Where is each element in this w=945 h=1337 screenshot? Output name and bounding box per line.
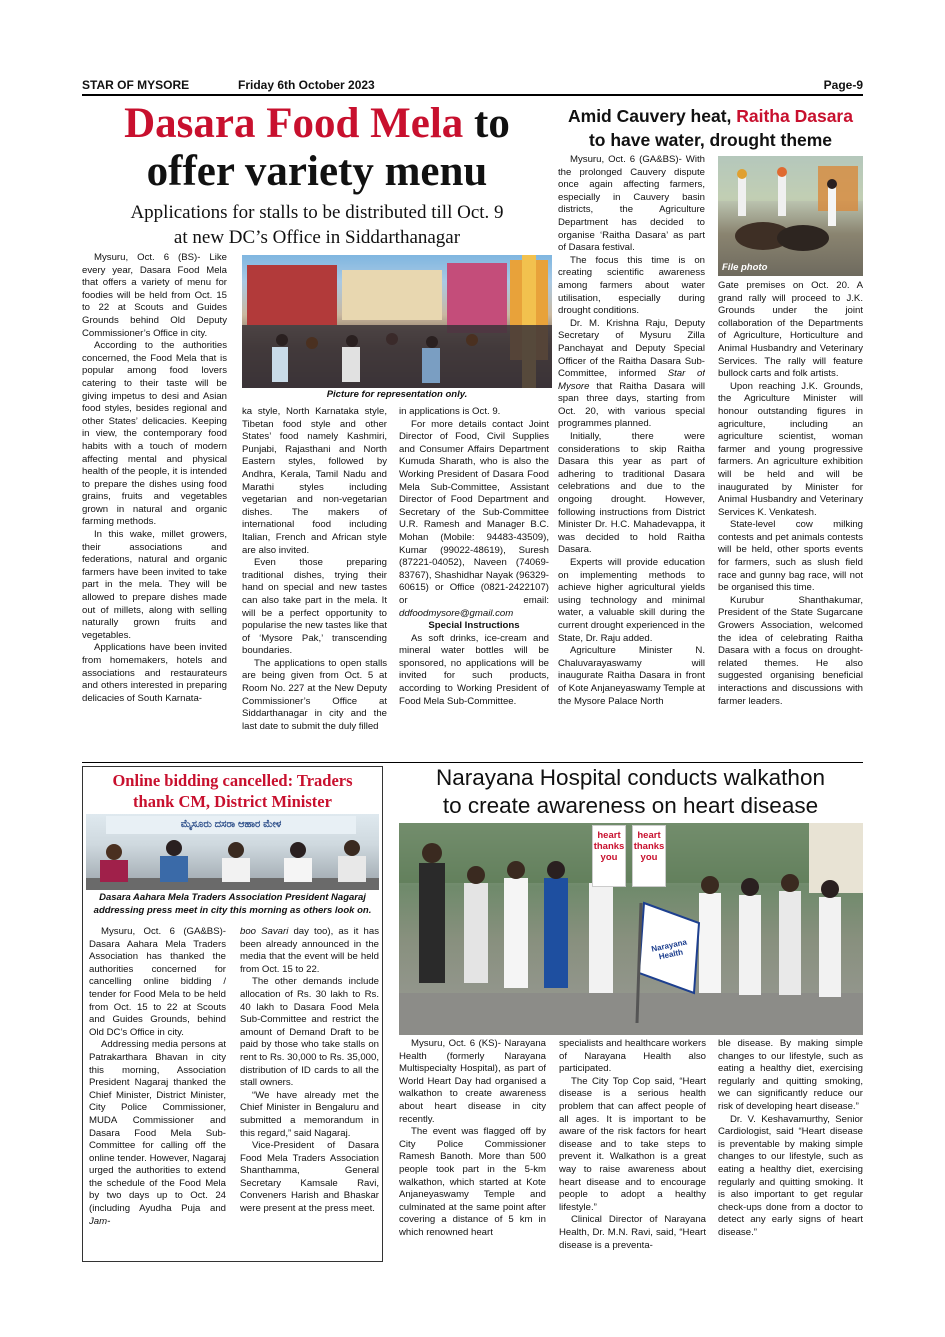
text-part: that Raitha Dasara will span three days, starting from Oct. 20, with various special programmes planned. <box>558 380 705 430</box>
paragraph: specialists and healthcare workers of Narayana Health also participated. <box>559 1038 706 1075</box>
paragraph: As soft drinks, ice-cream and mineral water bottles will be sponsored, no applications will be invited for such products, according to Working President of Food Mela Sub-Committee. <box>399 632 549 707</box>
food-mela-photo-caption: Picture for representation only. <box>326 389 468 400</box>
bullock-cart-icon <box>718 156 863 276</box>
paragraph: State-level cow milking contests and pet animals contests will be held, other sports events for farmers, such as slush field race and gunny bag race, will not be organised this time. <box>718 519 863 594</box>
paragraph: Vice-President of Dasara Food Mela Traders Association Shanthamma, General Secretary Kamsale Ravi, Conveners Harish and Bhaskar were present at the press meet. <box>240 1140 379 1215</box>
press-people-icon <box>86 834 379 890</box>
raitha-col2 <box>718 280 863 762</box>
paragraph: Mysuru, Oct. 6 (BS)- Like every year, Dasara Food Mela that offers a variety of menu for foodies will be held from Oct. 15 to 22 at Scouts and Guides Grounds behind Old Deputy Commissioner’s Office in city. <box>82 252 227 339</box>
masthead: STAR OF MYSORE <box>82 78 190 92</box>
raitha-file-photo <box>718 156 863 276</box>
subhead-line1: Applications for stalls to be distributed till Oct. 9 <box>130 202 504 223</box>
narayana-col1 <box>399 1038 546 1262</box>
section-divider <box>82 762 863 763</box>
food-mela-col2 <box>242 406 387 762</box>
headline-food-mela <box>82 100 552 196</box>
paragraph: “We have already met the Chief Minister in Bengaluru and submitted a memorandum in this regard,” said Nagaraj. <box>240 1089 379 1139</box>
paragraph: Agriculture Minister N. Chaluvarayaswamy will inaugurate Raitha Dasara in front of Kote Anjaneyaswamy Temple at the Mysore Palace North <box>558 645 705 707</box>
paragraph <box>240 926 379 976</box>
paragraph: Even those preparing traditional dishes, trying their hand on special and new tastes can also take part in the mela. It will be a perfect opportunity to popularise the new tastes like that of ‘Mysore Pak,’ transcending boundaries. <box>242 557 387 657</box>
text-part: day too), as it has been already announced in the media that the event will be held from Oct. 15 to 22. <box>240 926 379 975</box>
press-meet-photo <box>86 814 379 890</box>
subhead-line2: at new DC’s Office in Siddarthanagar <box>173 227 461 248</box>
paragraph <box>89 1039 226 1228</box>
text-part-italic: Jam- <box>89 1215 111 1227</box>
text-part-italic: boo Savari <box>240 926 289 937</box>
headline-line1: Narayana Hospital conducts walkathon <box>436 765 825 790</box>
paragraph: Experts will provide education on implementing methods to achieve higher agricultural yields using technology and minimal water, a valuable skill during the current drought experienced in the State, Dr. Raju added. <box>558 557 705 644</box>
paragraph <box>399 419 549 621</box>
paragraph: Applications have been invited from homemakers, hotels and associations and restaurateurs and others interested in preparing delicacies of South Karnata- <box>82 642 227 704</box>
issue-date: Friday 6th October 2023 <box>238 78 375 92</box>
paragraph: The focus this time is on creating scientific awareness among farmers about water utilisation, especially during drought conditions. <box>558 254 705 317</box>
headline-narayana <box>398 764 863 820</box>
bidding-col1 <box>89 926 226 1258</box>
paragraph: The event was flagged off by City Police Commissioner Ramesh Banoth. More than 500 people took part in the 5-km walkathon, which started at Kote Anjaneyaswamy Temple and culminated at the same point after covering a distance of 5 km in which renowned heart <box>399 1126 546 1238</box>
headline-raitha-dasara <box>558 104 863 152</box>
heart-thanks-sign-1: heart thanks you <box>592 825 626 887</box>
narayana-col2 <box>559 1038 706 1262</box>
paragraph: In this wake, millet growers, their associations and federations, natural and organic farmers have been invited to take part in the mela. They will be allowed to prepare dishes made out of millets, along with selling naturally grown fruits and vegetables. <box>82 529 227 641</box>
subhead-food-mela <box>82 200 552 250</box>
headline-part-line2: offer variety menu <box>146 148 488 195</box>
paragraph: The City Top Cop said, “Heart disease is a serious health problem that can affect people of all ages. It is important to be aware of the risk factors for heart disease and to take steps to prevent it. Walkathon is a great way to raise awareness about heart disease and to encourage people to adopt a healthy lifestyle.” <box>559 1075 706 1213</box>
paragraph: Upon reaching J.K. Grounds, the Agriculture Minister will honour outstanding figures in agriculture, including an agriculture scientist, woman farmer and young progressive farmers. An agriculture exhibition will be held and will be inaugurated by Minister for Animal Husbandry and Veterinary Services K. Venkatesh. <box>718 380 863 518</box>
headline-red-part: Raitha Dasara <box>736 106 853 126</box>
headline-line2: thank CM, District Minister <box>133 792 332 811</box>
headline-red-part: Dasara Food Mela <box>124 100 464 147</box>
narayana-flag-text: Narayana Health <box>650 937 688 962</box>
paragraph: The other demands include allocation of Rs. 30 lakh to Rs. 40 lakh to Dasara Food Mela Sub-Committee and restrict the amount of Demand Draft to be paid by those who take stalls on rent to Rs. 30,000 to Rs. 35,000, distribution of ID cards to all the stall owners. <box>240 976 379 1089</box>
contact-text: For more details contact Joint Director of Food, Civil Supplies and Consumer Affairs Department Kumuda Sharath, who is also the Working President of Dasara Food Mela Sub-Committee, Assistant Director of Food Department and Secretary of the Sub-Committee U.R. Ramesh and Manager B.C. Mohan (Mobile: 94483-43509), Kumar (99022-48619), Suresh (87221-04052), Naveen (74069-83767), Shashidhar Nayak (96329-60615) or Office (0821-2422107) or email: <box>399 418 549 606</box>
headline-black-part: Amid Cauvery heat, <box>568 106 737 126</box>
file-photo-label: File photo <box>722 262 768 273</box>
kannada-banner: ಮೈಸೂರು ದಸರಾ ಆಹಾರ ಮೇಳ <box>106 816 356 834</box>
paragraph: Initially, there were considerations to skip Raitha Dasara this year as part of adhering to traditional Dasara celebrations and due to the ongoing drought. However, following instructions from District Minister Dr. H.C. Mahadevappa, it was decided to hold Raitha Dasara. <box>558 431 705 556</box>
paragraph: Kurubur Shanthakumar, President of the State Sugarcane Growers Association, welcomed the idea of celebrating Raitha Dasara with a focus on drought-related themes. He also suggested organising beneficial interactions and discussions with farmer leaders. <box>718 594 863 707</box>
bidding-col2 <box>240 926 379 1258</box>
subhead-special-instructions: Special Instructions <box>428 620 520 632</box>
paragraph: Clinical Director of Narayana Health, Dr. M.N. Ravi, said, “Heart disease is a preventa- <box>559 1214 706 1251</box>
press-meet-caption: Dasara Aahara Mela Traders Association President Nagaraj addressing press meet in city this morning as others look on. <box>93 892 372 916</box>
heart-thanks-sign-2: heart thanks you <box>632 825 666 887</box>
walkathon-photo <box>399 823 863 1035</box>
headline-part-to: to <box>463 100 510 147</box>
paragraph: ka style, North Karnataka style, Tibetan food style and other States’ food namely Kashmiri, Punjabi, Rajasthani and North Eastern styles, followed by Andhra, Kerala, Tamil Nadu and Marathi styles including vegetarian and non-vegetarian dishes. The makers of international food including Italian, French and African style are also invited. <box>242 406 387 556</box>
food-mela-col3 <box>399 406 549 762</box>
paragraph: Mysuru, Oct. 6 (KS)- Narayana Health (formerly Narayana Multispecialty Hospital), as part of World Heart Day had organised a walkathon to create awareness about heart disease in city recently. <box>399 1038 546 1125</box>
paragraph: in applications is Oct. 9. <box>399 406 501 417</box>
headline-line2: to create awareness on heart disease <box>442 793 819 818</box>
paragraph: Mysuru, Oct. 6 (GA&BS)- With the prolonged Cauvery dispute once again affecting farmers, especially in Cauvery basin districts, the Agriculture Department has decided to organise ‘Raitha Dasara’ as part of Dasara festival. <box>558 154 705 254</box>
header-rule <box>82 94 863 96</box>
headline-line2: to have water, drought theme <box>588 130 833 150</box>
page-number: Page-9 <box>823 78 863 92</box>
contact-email: ddfoodmysore@gmail.com <box>399 607 514 619</box>
paragraph: Mysuru, Oct. 6 (GA&BS)- Dasara Aahara Mela Traders Association has thanked the authorities concerned for cancelling online bidding / tender for Food Mela to be held from Oct. 15 to 22 at Scouts and Guides Grounds, behind Old DC’s Office in city. <box>89 926 226 1038</box>
narayana-col3 <box>718 1038 863 1262</box>
paragraph: The applications to open stalls are being given from Oct. 5 at Room No. 227 at the New Deputy Commissioner’s Office at Siddarthanagar in city and the last date to submit the duly filled <box>242 657 387 732</box>
headline-online-bidding <box>84 770 381 812</box>
newspaper-name: Star of Mysore <box>558 368 705 392</box>
food-mela-photo <box>242 255 552 388</box>
paragraph <box>558 318 705 431</box>
food-mela-col1 <box>82 252 227 762</box>
stalls-crowd-icon <box>242 255 552 388</box>
paragraph: ble disease. By making simple changes to our lifestyle, such as eating a healthy diet, exercising regularly and quitting smoking, we can significantly reduce our risk of developing heart disease.” <box>718 1038 863 1112</box>
text-part: Addressing media persons at Patrakarthara Bhavan in city this morning, Association President Nagaraj thanked the Chief Minister, District Minister, City Police Commissioner, MUDA Commissioner and Dasara Food Mela Sub-Committee for calling off the online tender. However, Nagaraj urged the authorities to extend the schedule of the Food Mela by two days up to Oct. 24 (including Ayudha Puja and <box>89 1039 226 1215</box>
text-part: Dr. M. Krishna Raju, Deputy Secretary of Mysuru Zilla Panchayat and Deputy Special Officer of the Raitha Dasara Sub-Committee, informed <box>558 317 705 380</box>
paragraph: Dr. V. Keshavamurthy, Senior Cardiologist, said “Heart disease is preventable by making simple changes to our lifestyle, such as eating a healthy diet, exercising regularly and quitting smoking. It is also important to get regular check-ups done from a doctor to detect any early signs of heart disease.” <box>718 1113 863 1238</box>
headline-line1: Online bidding cancelled: Traders <box>112 771 353 790</box>
walkathon-crowd-icon <box>399 823 863 1035</box>
paragraph: Gate premises on Oct. 20. A grand rally will proceed to J.K. Grounds under the joint collaboration of the Departments of Agriculture, Horticulture and Animal Husbandry and Veterinary Services. The rally will feature bullock carts and folk artists. <box>718 280 863 380</box>
raitha-col1 <box>558 154 705 762</box>
paragraph: According to the authorities concerned, the Food Mela that is popular among food lovers catering to their taste will be giving impetus to desi and Asian food styles, besides regional and other States’ delicacies. Keeping in view, the contemporary food habits with a touch of modern affecting mental and physical health of the people, it is intended to prepare the dishes using food grains, fruits and vegetables grown in natural and organic farming methods. <box>82 340 227 528</box>
